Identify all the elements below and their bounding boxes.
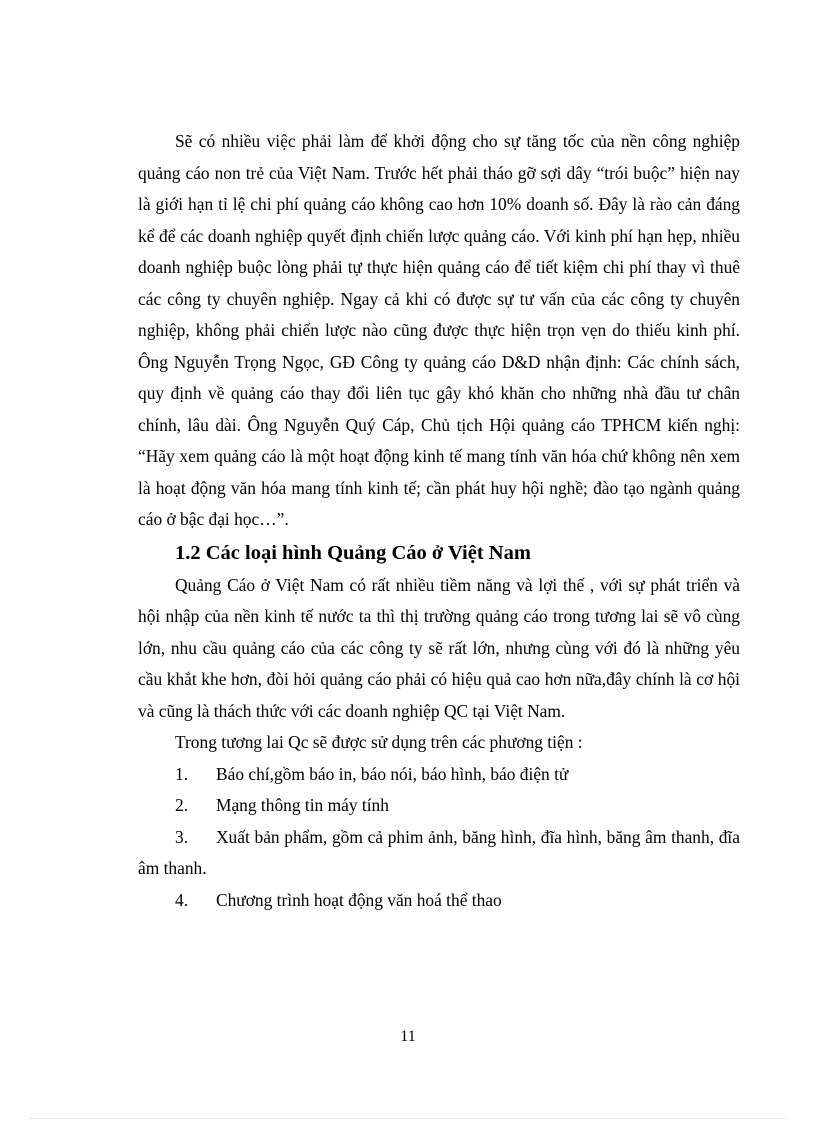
list-item-number: 3.: [175, 826, 189, 847]
section-heading: 1.2 Các loại hình Quảng Cáo ở Việt Nam: [175, 541, 531, 564]
list-item-text: Chương trình hoạt động văn hoá thể thao: [216, 889, 502, 910]
intro-paragraph: Sẽ có nhiều việc phải làm để khởi động cho sự tăng tốc của nền công nghiệp quảng cáo non trẻ của Việt Nam. Trước hết phải tháo gỡ sợi dây “trói buộc” hiện nay là giới hạn tỉ lệ chi phí quảng cáo không cao hơn 10% doanh số. Đây là rào cản đáng kể để các doanh nghiệp quyết định chiến lược quảng cáo. Với kinh phí hạn hẹp, nhiều doanh nghiệp buộc lòng phải tự thực hiện quảng cáo để tiết kiệm chi phí thay vì thuê các công ty chuyên nghiệp. Ngay cả khi có được sự tư vấn của các công ty chuyên nghiệp, không phải chiến lược nào cũng được thực hiện trọn vẹn do thiếu kinh phí. Ông Nguyễn Trọng Ngọc, GĐ Công ty quảng cáo D&D nhận định: Các chính sách, quy định về quảng cáo thay đổi liên tục gây khó khăn cho những nhà đầu tư chân chính, lâu dài. Ông Nguyễn Quý Cáp, Chủ tịch Hội quảng cáo TPHCM kiến nghị: “Hãy xem quảng cáo là một hoạt động kinh tế mang tính văn hóa chứ không nên xem là hoạt động văn hóa mang tính kinh tế; cần phát huy hội nghề; đào tạo ngành quảng cáo ở bậc đại học…”.: [138, 131, 740, 529]
list-item-number: 1.: [175, 763, 189, 784]
list-item: [138, 885, 740, 917]
list-item-number: 2.: [175, 795, 189, 815]
list-item: [138, 759, 740, 791]
page-content: [138, 126, 740, 916]
page-number: 11: [400, 1028, 416, 1045]
list-item-text: Báo chí,gồm báo in, báo nói, báo hình, báo điện tử: [216, 763, 569, 784]
list-item: [138, 790, 740, 822]
media-list: [138, 759, 740, 917]
list-item: [138, 822, 740, 885]
list-item-number: 4.: [175, 889, 189, 910]
list-intro: Trong tương lai Qc sẽ được sử dụng trên các phương tiện :: [175, 732, 583, 752]
section-paragraph: Quảng Cáo ở Việt Nam có rất nhiều tiềm năng và lợi thế , với sự phát triển và hội nhập của nền kinh tế nước ta thì thị trường quảng cáo trong tương lai sẽ vô cùng lớn, nhu cầu quảng cáo của các công ty sẽ rất lớn, nhưng cùng với đó là những yêu cầu khắt khe hơn, đòi hỏi quảng cáo phải có hiệu quả cao hơn nữa,đây chính là cơ hội và cũng là thách thức với các doanh nghiệp QC tại Việt Nam.: [138, 574, 740, 721]
list-item-text: Xuất bản phẩm, gồm cả phim ảnh, băng hình, đĩa hình, băng âm thanh, đĩa âm thanh.: [138, 826, 740, 878]
page-bottom-divider: [30, 1118, 786, 1119]
list-item-text: Mạng thông tin máy tính: [216, 795, 389, 815]
